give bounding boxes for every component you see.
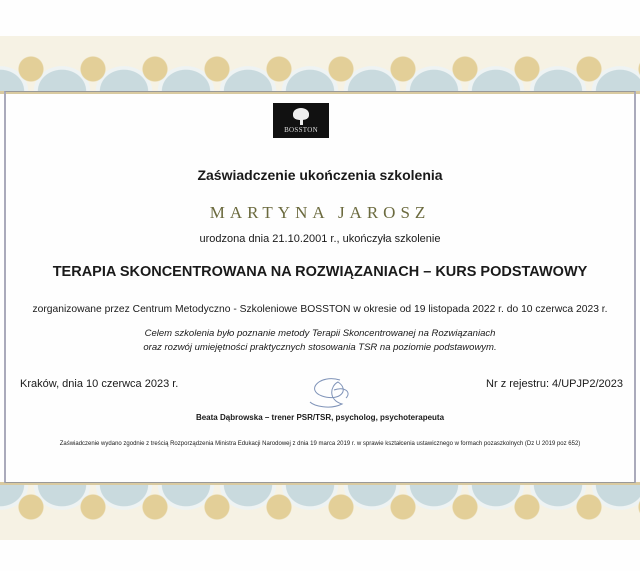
birth-line: urodzona dnia 21.10.2001 r., ukończyła szkolenie xyxy=(199,233,441,245)
bottom-ornamental-border xyxy=(0,482,640,540)
signer-line: Beata Dąbrowska – trener PSR/TSR, psycholog, psychoterapeuta xyxy=(195,413,445,422)
course-title: TERAPIA SKONCENTROWANA NA ROZWIĄZANIACH – KURS PODSTAWOWY xyxy=(52,264,588,280)
tree-trunk xyxy=(300,119,303,125)
recipient-name: MARTYNA JAROSZ xyxy=(209,203,431,222)
legal-footer: Zaświadczenie wydano zgodnie z treścią Rozporządzenia Ministra Edukacji Narodowej z dnia 19 marca 2019 r. w sprawie kształcenia ustawicznego w formach pozaszkolnych (Dz U 2019 poz 652) xyxy=(59,441,581,447)
certificate-title: Zaświadczenie ukończenia szkolenia xyxy=(197,167,443,183)
signature xyxy=(300,372,360,412)
inner-frame xyxy=(4,91,636,483)
place-date: Kraków, dnia 10 czerwca 2023 r. xyxy=(20,378,179,390)
logo-text: BOSSTON xyxy=(284,126,318,134)
top-ornamental-border xyxy=(0,36,640,94)
goal-line-2: oraz rozwój umiejętności praktycznych stosowania TSR na poziomie podstawowym. xyxy=(143,342,497,353)
goal-line-1: Celem szkolenia było poznanie metody Terapii Skoncentrowanej na Rozwiązaniach xyxy=(144,328,496,339)
bosston-logo xyxy=(273,103,329,138)
organizer-line: zorganizowane przez Centrum Metodyczno - Szkoleniowe BOSSTON w okresie od 19 listopada 2022 r. do 10 czerwca 2023 r. xyxy=(32,304,608,315)
registry-number: Nr z rejestru: 4/UPJP2/2023 xyxy=(486,378,623,390)
